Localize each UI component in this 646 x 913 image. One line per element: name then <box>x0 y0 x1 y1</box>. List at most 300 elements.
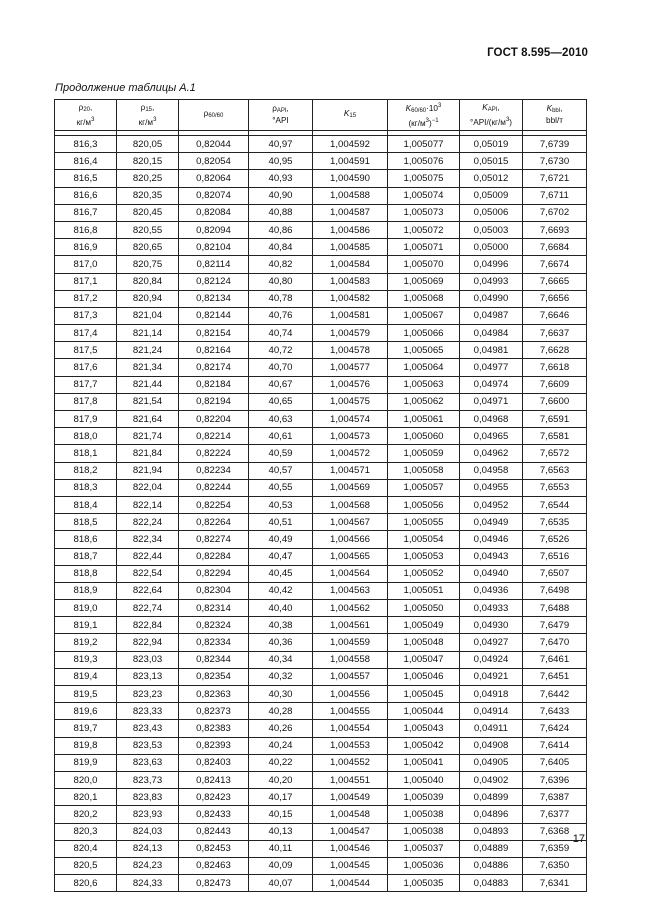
table-cell: 820,65 <box>117 239 179 256</box>
table-row <box>55 393 587 410</box>
table-cell: 7,6377 <box>523 806 587 823</box>
table-cell: 40,97 <box>249 136 313 153</box>
table-cell: 1,005077 <box>388 136 460 153</box>
table-cell: 0,04924 <box>460 651 523 668</box>
table-cell: 819,2 <box>55 634 117 651</box>
table-cell: 7,6488 <box>523 600 587 617</box>
table-row <box>55 496 587 513</box>
table-row <box>55 342 587 359</box>
table-cell: 7,6581 <box>523 428 587 445</box>
table-cell: 1,004554 <box>313 720 388 737</box>
table-cell: 0,82413 <box>179 771 249 788</box>
table-cell: 818,4 <box>55 496 117 513</box>
table-cell: 40,49 <box>249 531 313 548</box>
table-cell: 1,005054 <box>388 531 460 548</box>
table-cell: 7,6535 <box>523 514 587 531</box>
column-header-unit: $кг/м^3$ <box>76 116 95 127</box>
table-cell: 816,6 <box>55 187 117 204</box>
table-row <box>55 651 587 668</box>
table-cell: 7,6350 <box>523 857 587 874</box>
table-cell: 0,04958 <box>460 462 523 479</box>
table-cell: 0,82254 <box>179 496 249 513</box>
table-cell: 822,94 <box>117 634 179 651</box>
table-cell: 1,005053 <box>388 548 460 565</box>
table-cell: 7,6470 <box>523 634 587 651</box>
table-cell: 1,004556 <box>313 686 388 703</box>
table-cell: 823,03 <box>117 651 179 668</box>
column-header-unit: $кг/м^3$ <box>138 116 157 127</box>
table-cell: 1,005040 <box>388 771 460 788</box>
column-header-symbol: ρ60/60 <box>203 109 224 119</box>
table-cell: 1,004573 <box>313 428 388 445</box>
table-cell: 1,004571 <box>313 462 388 479</box>
table-cell: 40,22 <box>249 754 313 771</box>
table-cell: 820,35 <box>117 187 179 204</box>
table-cell: 0,04889 <box>460 840 523 857</box>
table-cell: 0,04974 <box>460 376 523 393</box>
table-cell: 0,04943 <box>460 548 523 565</box>
table-cell: 1,004567 <box>313 514 388 531</box>
table-cell: 819,8 <box>55 737 117 754</box>
table-cell: 822,14 <box>117 496 179 513</box>
table-cell: 1,004575 <box>313 393 388 410</box>
table-cell: 0,82463 <box>179 857 249 874</box>
table-cell: 820,94 <box>117 290 179 307</box>
table-cell: 822,64 <box>117 582 179 599</box>
table-cell: 1,005047 <box>388 651 460 668</box>
table-cell: 40,20 <box>249 771 313 788</box>
table-row <box>55 221 587 238</box>
table-cell: 1,005043 <box>388 720 460 737</box>
table-cell: 40,42 <box>249 582 313 599</box>
table-cell: 821,84 <box>117 445 179 462</box>
table-row <box>55 737 587 754</box>
table-cell: 7,6526 <box>523 531 587 548</box>
table-cell: 0,82074 <box>179 187 249 204</box>
table-cell: 40,70 <box>249 359 313 376</box>
table-cell: 7,6637 <box>523 325 587 342</box>
table-cell: 1,005044 <box>388 703 460 720</box>
table-cell: 0,82334 <box>179 634 249 651</box>
table-cell: 823,13 <box>117 668 179 685</box>
table-cell: 1,005067 <box>388 307 460 324</box>
table-cell: 1,004578 <box>313 342 388 359</box>
table-cell: 0,04921 <box>460 668 523 685</box>
table-cell: 817,1 <box>55 273 117 290</box>
table-cell: 1,005046 <box>388 668 460 685</box>
table-cell: 0,82433 <box>179 806 249 823</box>
table-cell: 1,005038 <box>388 806 460 823</box>
table-row <box>55 428 587 445</box>
table-cell: 817,9 <box>55 411 117 428</box>
table-row <box>55 531 587 548</box>
table-cell: 0,05003 <box>460 221 523 238</box>
table-cell: 0,82244 <box>179 479 249 496</box>
table-cell: 1,004574 <box>313 411 388 428</box>
table-cell: 0,04886 <box>460 857 523 874</box>
table-cell: 7,6433 <box>523 703 587 720</box>
table-cell: 1,004569 <box>313 479 388 496</box>
table-cell: 816,8 <box>55 221 117 238</box>
table-cell: 0,82114 <box>179 256 249 273</box>
table-row <box>55 840 587 857</box>
table-cell: 0,82214 <box>179 428 249 445</box>
table-row <box>55 789 587 806</box>
table-cell: 817,2 <box>55 290 117 307</box>
table-cell: 0,04911 <box>460 720 523 737</box>
table-row <box>55 514 587 531</box>
document-code: ГОСТ 8.595—2010 <box>487 47 588 59</box>
table-cell: 1,005061 <box>388 411 460 428</box>
table-cell: 0,82124 <box>179 273 249 290</box>
table-cell: 821,34 <box>117 359 179 376</box>
table-cell: 40,59 <box>249 445 313 462</box>
table-cell: 816,7 <box>55 204 117 221</box>
table-cell: 1,004591 <box>313 153 388 170</box>
table-cell: 0,04896 <box>460 806 523 823</box>
table-cell: 7,6600 <box>523 393 587 410</box>
table-cell: 0,82084 <box>179 204 249 221</box>
table-cell: 824,33 <box>117 875 179 892</box>
table-cell: 1,005050 <box>388 600 460 617</box>
table-cell: 1,004583 <box>313 273 388 290</box>
table-cell: 1,004579 <box>313 325 388 342</box>
table-cell: 824,03 <box>117 823 179 840</box>
table-cell: 0,04955 <box>460 479 523 496</box>
table-row <box>55 153 587 170</box>
table-cell: 816,3 <box>55 136 117 153</box>
table-cell: 0,04946 <box>460 531 523 548</box>
table-cell: 1,005055 <box>388 514 460 531</box>
table-cell: 1,004577 <box>313 359 388 376</box>
table-cell: 0,04952 <box>460 496 523 513</box>
table-cell: 822,24 <box>117 514 179 531</box>
table-cell: 0,82324 <box>179 617 249 634</box>
table-row <box>55 686 587 703</box>
table-cell: 0,82443 <box>179 823 249 840</box>
table-cell: 0,04927 <box>460 634 523 651</box>
table-cell: 819,9 <box>55 754 117 771</box>
data-table <box>54 99 587 892</box>
table-cell: 0,04971 <box>460 393 523 410</box>
table-cell: 819,3 <box>55 651 117 668</box>
column-header <box>313 100 388 131</box>
page-number: 17 <box>572 833 585 845</box>
table-cell: 0,82393 <box>179 737 249 754</box>
table-cell: 1,004549 <box>313 789 388 806</box>
table-cell: 7,6572 <box>523 445 587 462</box>
table-cell: 7,6507 <box>523 565 587 582</box>
table-cell: 0,82373 <box>179 703 249 720</box>
table-cell: 0,82144 <box>179 307 249 324</box>
table-cell: 40,38 <box>249 617 313 634</box>
table-cell: 817,0 <box>55 256 117 273</box>
table-cell: 0,82294 <box>179 565 249 582</box>
table-cell: 7,6702 <box>523 204 587 221</box>
table-cell: 1,005038 <box>388 823 460 840</box>
table-cell: 0,82314 <box>179 600 249 617</box>
table-row <box>55 857 587 874</box>
table-cell: 1,005036 <box>388 857 460 874</box>
table-cell: 0,05009 <box>460 187 523 204</box>
table-cell: 821,04 <box>117 307 179 324</box>
table-row <box>55 720 587 737</box>
table-cell: 0,82184 <box>179 376 249 393</box>
table-cell: 1,005058 <box>388 462 460 479</box>
table-cell: 40,93 <box>249 170 313 187</box>
table-cell: 821,74 <box>117 428 179 445</box>
table-cell: 7,6451 <box>523 668 587 685</box>
table-cell: 1,004561 <box>313 617 388 634</box>
table-cell: 1,004547 <box>313 823 388 840</box>
table-cell: 0,04965 <box>460 428 523 445</box>
table-cell: 1,004545 <box>313 857 388 874</box>
table-cell: 40,51 <box>249 514 313 531</box>
table-cell: 818,7 <box>55 548 117 565</box>
table-row <box>55 634 587 651</box>
table-cell: 7,6414 <box>523 737 587 754</box>
table-cell: 40,28 <box>249 703 313 720</box>
table-cell: 40,86 <box>249 221 313 238</box>
table-cell: 40,76 <box>249 307 313 324</box>
table-cell: 0,04977 <box>460 359 523 376</box>
table-cell: 40,67 <box>249 376 313 393</box>
table-cell: 817,7 <box>55 376 117 393</box>
table-row <box>55 445 587 462</box>
table-cell: 40,11 <box>249 840 313 857</box>
table-cell: 7,6396 <box>523 771 587 788</box>
table-cell: 1,004581 <box>313 307 388 324</box>
table-cell: 820,2 <box>55 806 117 823</box>
table-cell: 1,004552 <box>313 754 388 771</box>
table-cell: 0,82363 <box>179 686 249 703</box>
table-cell: 1,005064 <box>388 359 460 376</box>
table-cell: 1,005052 <box>388 565 460 582</box>
table-cell: 40,84 <box>249 239 313 256</box>
table-cell: 40,09 <box>249 857 313 874</box>
table-cell: 0,82164 <box>179 342 249 359</box>
table-cell: 822,44 <box>117 548 179 565</box>
table-cell: 818,6 <box>55 531 117 548</box>
table-cell: 1,005065 <box>388 342 460 359</box>
table-cell: 0,04962 <box>460 445 523 462</box>
table-cell: 1,004587 <box>313 204 388 221</box>
table-cell: 821,24 <box>117 342 179 359</box>
table-cell: 820,6 <box>55 875 117 892</box>
table-cell: 823,63 <box>117 754 179 771</box>
table-cell: 7,6341 <box>523 875 587 892</box>
table-cell: 1,004582 <box>313 290 388 307</box>
table-cell: 818,2 <box>55 462 117 479</box>
table-cell: 0,04990 <box>460 290 523 307</box>
table-cell: 820,84 <box>117 273 179 290</box>
table-cell: 7,6553 <box>523 479 587 496</box>
table-cell: 7,6730 <box>523 153 587 170</box>
table-cell: 1,004551 <box>313 771 388 788</box>
table-cell: 820,4 <box>55 840 117 857</box>
table-cell: 0,04902 <box>460 771 523 788</box>
column-header-symbol: ρ15, <box>140 102 155 113</box>
column-header <box>117 100 179 131</box>
table-cell: 7,6424 <box>523 720 587 737</box>
table-cell: 1,004555 <box>313 703 388 720</box>
table-cell: 820,05 <box>117 136 179 153</box>
table-cell: 0,04940 <box>460 565 523 582</box>
table-cell: 817,4 <box>55 325 117 342</box>
table-cell: 819,0 <box>55 600 117 617</box>
table-cell: 0,04918 <box>460 686 523 703</box>
table-cell: 1,004544 <box>313 875 388 892</box>
table-cell: 40,53 <box>249 496 313 513</box>
column-header <box>460 100 523 131</box>
table-cell: 820,3 <box>55 823 117 840</box>
table-cell: 820,55 <box>117 221 179 238</box>
table-cell: 1,005075 <box>388 170 460 187</box>
table-cell: 1,005045 <box>388 686 460 703</box>
column-header-symbol: $K60/60\cdot 10^3$ <box>405 103 442 114</box>
table-cell: 817,8 <box>55 393 117 410</box>
table-row <box>55 479 587 496</box>
table-cell: 0,82194 <box>179 393 249 410</box>
table-cell: 0,82354 <box>179 668 249 685</box>
table-cell: 7,6693 <box>523 221 587 238</box>
table-cell: 1,005042 <box>388 737 460 754</box>
table-cell: 823,23 <box>117 686 179 703</box>
table-cell: 822,54 <box>117 565 179 582</box>
table-cell: 7,6609 <box>523 376 587 393</box>
table-cell: 7,6563 <box>523 462 587 479</box>
table-cell: 40,32 <box>249 668 313 685</box>
table-row <box>55 325 587 342</box>
table-cell: 7,6591 <box>523 411 587 428</box>
table-cell: 40,90 <box>249 187 313 204</box>
table-cell: 40,82 <box>249 256 313 273</box>
table-cell: 0,82064 <box>179 170 249 187</box>
table-header-row <box>55 100 587 131</box>
table-cell: 822,34 <box>117 531 179 548</box>
table-cell: 7,6479 <box>523 617 587 634</box>
table-cell: 40,45 <box>249 565 313 582</box>
table-row <box>55 239 587 256</box>
table-row <box>55 703 587 720</box>
table-cell: 40,57 <box>249 462 313 479</box>
table-cell: 7,6628 <box>523 342 587 359</box>
table-cell: 1,004588 <box>313 187 388 204</box>
column-header-symbol: K15 <box>343 109 357 119</box>
table-cell: 1,004546 <box>313 840 388 857</box>
table-cell: 821,54 <box>117 393 179 410</box>
table-cell: 1,004558 <box>313 651 388 668</box>
column-header-unit: °API <box>272 116 289 125</box>
table-cell: 7,6684 <box>523 239 587 256</box>
table-cell: 1,005076 <box>388 153 460 170</box>
table-cell: 816,9 <box>55 239 117 256</box>
table-cell: 0,82094 <box>179 221 249 238</box>
table-cell: 823,83 <box>117 789 179 806</box>
table-cell: 819,5 <box>55 686 117 703</box>
table-cell: 0,05015 <box>460 153 523 170</box>
table-cell: 0,04899 <box>460 789 523 806</box>
table-cell: 0,04993 <box>460 273 523 290</box>
table-cell: 818,1 <box>55 445 117 462</box>
table-cell: 0,04981 <box>460 342 523 359</box>
table-cell: 1,005037 <box>388 840 460 857</box>
table-cell: 821,64 <box>117 411 179 428</box>
table-cell: 0,04984 <box>460 325 523 342</box>
table-cell: 7,6646 <box>523 307 587 324</box>
table-cell: 1,004562 <box>313 600 388 617</box>
table-cell: 820,45 <box>117 204 179 221</box>
table-cell: 0,82174 <box>179 359 249 376</box>
table-row <box>55 617 587 634</box>
column-header <box>179 100 249 131</box>
table-cell: 1,005048 <box>388 634 460 651</box>
table-cell: 1,005068 <box>388 290 460 307</box>
table-cell: 1,005051 <box>388 582 460 599</box>
table-cell: 1,005056 <box>388 496 460 513</box>
table-cell: 1,005063 <box>388 376 460 393</box>
table-cell: 818,3 <box>55 479 117 496</box>
table-cell: 1,004553 <box>313 737 388 754</box>
table-row <box>55 290 587 307</box>
table-row <box>55 754 587 771</box>
table-cell: 40,61 <box>249 428 313 445</box>
table-cell: 7,6618 <box>523 359 587 376</box>
table-cell: 823,53 <box>117 737 179 754</box>
table-cell: 0,82403 <box>179 754 249 771</box>
table-cell: 40,63 <box>249 411 313 428</box>
table-cell: 0,04996 <box>460 256 523 273</box>
table-cell: 818,0 <box>55 428 117 445</box>
table-cell: 0,04936 <box>460 582 523 599</box>
column-header-unit: $^\circ API/(кг/м^3)$ <box>469 116 513 127</box>
table-cell: 820,75 <box>117 256 179 273</box>
column-header <box>55 100 117 131</box>
table-cell: 40,15 <box>249 806 313 823</box>
table-row <box>55 582 587 599</box>
table-cell: 1,004564 <box>313 565 388 582</box>
table-cell: 40,88 <box>249 204 313 221</box>
table-cell: 7,6739 <box>523 136 587 153</box>
table-cell: 40,78 <box>249 290 313 307</box>
table-cell: 40,07 <box>249 875 313 892</box>
table-cell: 0,82134 <box>179 290 249 307</box>
table-cell: 0,05000 <box>460 239 523 256</box>
column-header-symbol: KAPI, <box>482 102 500 113</box>
table-row <box>55 187 587 204</box>
table-cell: 822,04 <box>117 479 179 496</box>
table-cell: 0,82054 <box>179 153 249 170</box>
table-cell: 1,005060 <box>388 428 460 445</box>
column-header-symbol: ρ20, <box>78 102 93 113</box>
table-cell: 7,6674 <box>523 256 587 273</box>
table-cell: 40,47 <box>249 548 313 565</box>
table-row <box>55 875 587 892</box>
table-cell: 1,005039 <box>388 789 460 806</box>
table-cell: 7,6665 <box>523 273 587 290</box>
column-header <box>523 100 587 131</box>
column-header <box>388 100 460 131</box>
table-cell: 7,6368 <box>523 823 587 840</box>
table-cell: 1,004586 <box>313 221 388 238</box>
table-cell: 0,82154 <box>179 325 249 342</box>
table-cell: 0,82284 <box>179 548 249 565</box>
table-cell: 0,82104 <box>179 239 249 256</box>
table-cell: 40,55 <box>249 479 313 496</box>
table-cell: 819,7 <box>55 720 117 737</box>
table-row <box>55 462 587 479</box>
table-cell: 1,004565 <box>313 548 388 565</box>
